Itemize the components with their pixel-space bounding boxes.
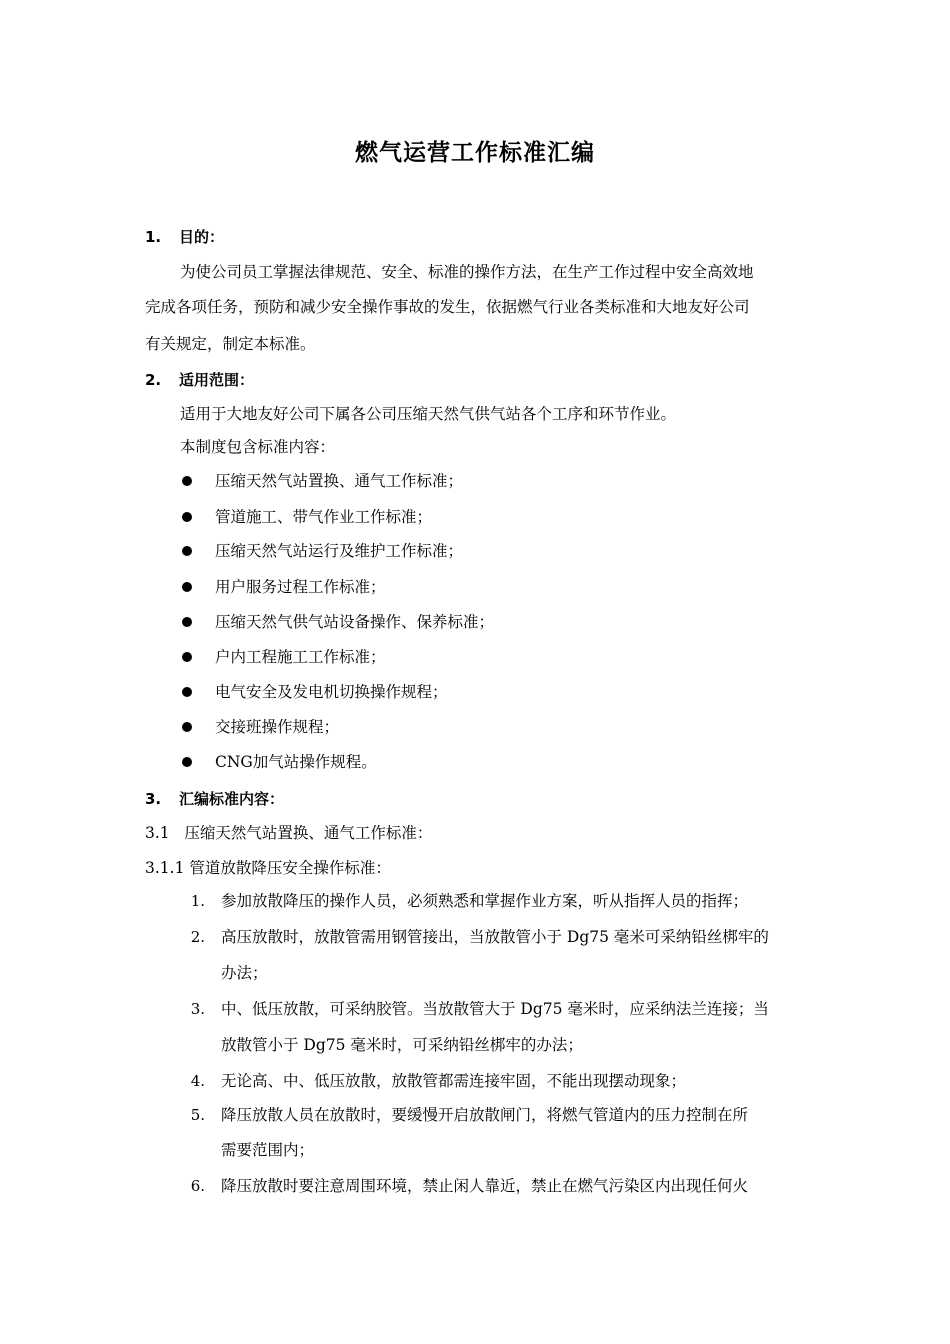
document-title: 燃气运营工作标准汇编: [355, 140, 595, 166]
bullet-item: 压缩天然气站运行及维护工作标准；: [215, 542, 464, 560]
bullet-item: 管道施工、带气作业工作标准；: [215, 508, 433, 526]
bullet-icon: [182, 512, 192, 522]
bullet-item: 压缩天然气供气站设备操作、保养标准；: [215, 613, 495, 631]
step-number: 1.: [190, 892, 205, 910]
bullet-item: 压缩天然气站置换、通气工作标准；: [215, 472, 464, 490]
step-text-line: 办法；: [221, 964, 268, 982]
paragraph-line: 适用于大地友好公司下属各公司压缩天然气供气站各个工序和环节作业。: [180, 405, 677, 423]
bullet-item: CNG加气站操作规程。: [215, 753, 377, 771]
step-number: 6.: [190, 1177, 205, 1195]
step-number: 4.: [190, 1072, 205, 1090]
section-heading-contents: [145, 789, 284, 809]
bullet-icon: [182, 617, 192, 627]
section-heading-purpose: [145, 227, 224, 247]
bullet-item: 交接班操作规程；: [215, 718, 340, 736]
bullet-item: 电气安全及发电机切换操作规程；: [215, 683, 448, 701]
section-number: 3.: [145, 790, 162, 808]
step-number: 5.: [190, 1106, 205, 1124]
step-number: 3.: [190, 1000, 205, 1018]
step-text-line: 降压放散时要注意周围环境，禁止闲人靠近，禁止在燃气污染区内出现任何火: [221, 1177, 749, 1195]
paragraph-line: 有关规定，制定本标准。: [145, 335, 316, 353]
step-text-line: 放散管小于 Dg75 毫米时，可采纳铅丝梆牢的办法；: [221, 1036, 583, 1054]
bullet-icon: [182, 476, 192, 486]
section-heading-scope: [145, 370, 254, 390]
bullet-icon: [182, 757, 192, 767]
subsection-heading: 3.1 压缩天然气站置换、通气工作标准：: [145, 824, 433, 842]
bullet-icon: [182, 546, 192, 556]
bullet-icon: [182, 582, 192, 592]
step-text-line: 参加放散降压的操作人员，必须熟悉和掌握作业方案，听从指挥人员的指挥；: [221, 892, 749, 910]
bullet-item: 用户服务过程工作标准；: [215, 578, 386, 596]
bullet-icon: [182, 652, 192, 662]
paragraph-line: 本制度包含标准内容：: [180, 438, 336, 456]
step-text-line: 降压放散人员在放散时，要缓慢开启放散闸门，将燃气管道内的压力控制在所: [221, 1106, 749, 1124]
paragraph-line: 为使公司员工掌握法律规范、安全、标准的操作方法，在生产工作过程中安全高效地: [180, 263, 754, 281]
section-number: 2.: [145, 371, 162, 389]
bullet-item: 户内工程施工工作标准；: [215, 648, 386, 666]
bullet-icon: [182, 687, 192, 697]
paragraph-line: 完成各项任务，预防和减少安全操作事故的发生，依据燃气行业各类标准和大地友好公司: [145, 298, 750, 316]
step-number: 2.: [190, 928, 205, 946]
section-heading-text: 适用范围：: [179, 371, 255, 389]
section-heading-text: 汇编标准内容：: [179, 790, 285, 808]
section-heading-text: 目的：: [179, 228, 225, 246]
bullet-icon: [182, 722, 192, 732]
step-text-line: 无论高、中、低压放散，放散管都需连接牢固，不能出现摆动现象；: [221, 1072, 687, 1090]
step-text-line: 高压放散时，放散管需用钢管接出，当放散管小于 Dg75 毫米可采纳铅丝梆牢的: [221, 928, 769, 946]
section-number: 1.: [145, 228, 162, 246]
step-text-line: 中、低压放散，可采纳胶管。当放散管大于 Dg75 毫米时，应采纳法兰连接；当: [221, 1000, 769, 1018]
subsubsection-heading: 3.1.1 管道放散降压安全操作标准：: [145, 859, 391, 877]
step-text-line: 需要范围内；: [221, 1141, 315, 1159]
